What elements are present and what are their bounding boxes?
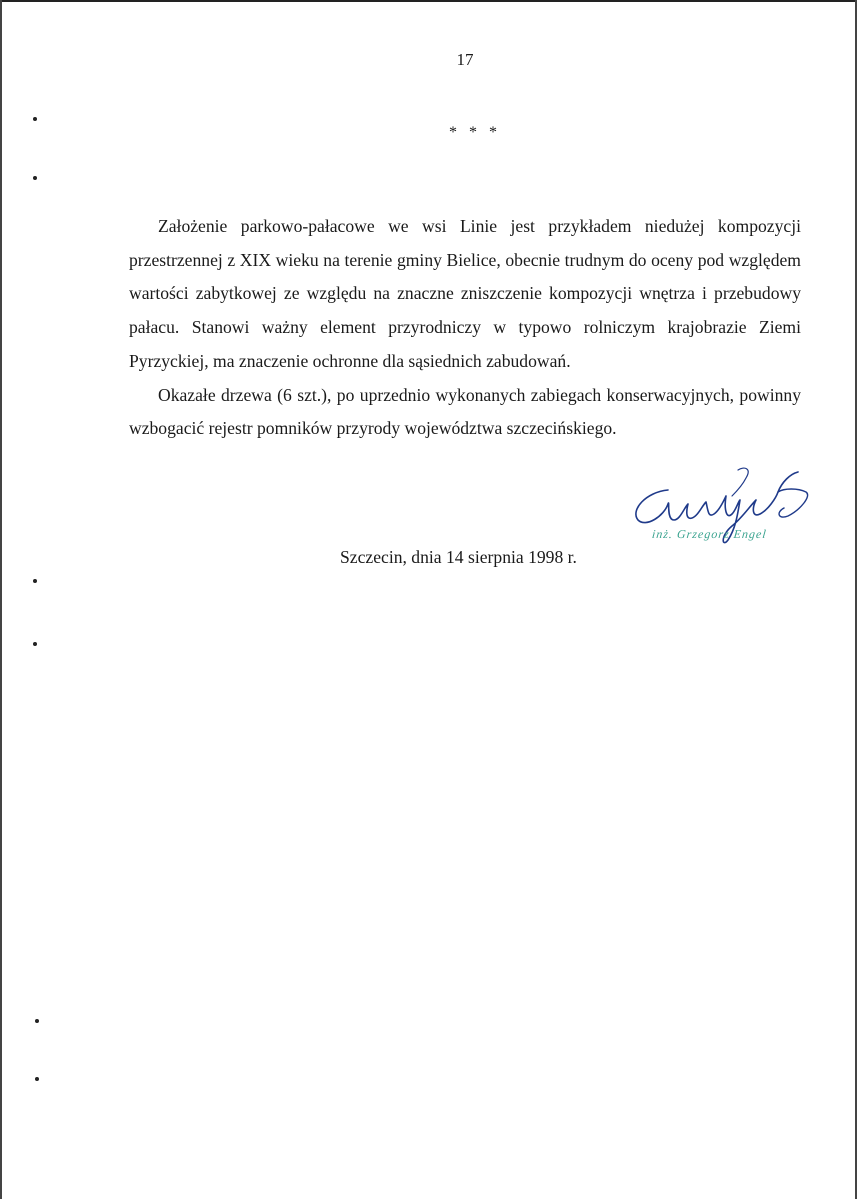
punch-hole-mark	[33, 117, 37, 121]
paragraph: Założenie parkowo-pałacowe we wsi Linie jest przykładem niedużej kompozycji przestrzennej z XIX wieku na terenie gminy Bielice, obecnie trudnym do oceny pod względem wartości zabytkowej ze względu na znaczne zniszczenie kompozycji wnętrza i przebudowy pałacu. Stanowi ważny element przyrodniczy w typowo rolniczym krajobrazie Ziemi Pyrzyckiej, ma znaczenie ochronne dla sąsiednich zabudowań.	[129, 216, 801, 371]
page-number: 17	[456, 50, 474, 69]
punch-hole-mark	[33, 579, 37, 583]
punch-hole-mark	[33, 642, 37, 646]
punch-hole-mark	[35, 1077, 39, 1081]
paragraph: Okazałe drzewa (6 szt.), po uprzednio wykonanych zabiegach konserwacyjnych, powinny wzbogacić rejestr pomników przyrody województwa szczecińskiego.	[129, 384, 801, 439]
place-and-date: Szczecin, dnia 14 sierpnia 1998 r.	[340, 547, 577, 567]
scan-border-left	[0, 0, 2, 1199]
handwritten-signature	[628, 462, 818, 562]
punch-hole-mark	[33, 176, 37, 180]
name-stamp: inż. Grzegorz Engel	[651, 527, 768, 541]
section-separator: * * *	[449, 124, 501, 141]
scan-border-top	[0, 0, 857, 2]
body-text	[129, 210, 801, 446]
punch-hole-mark	[35, 1019, 39, 1023]
